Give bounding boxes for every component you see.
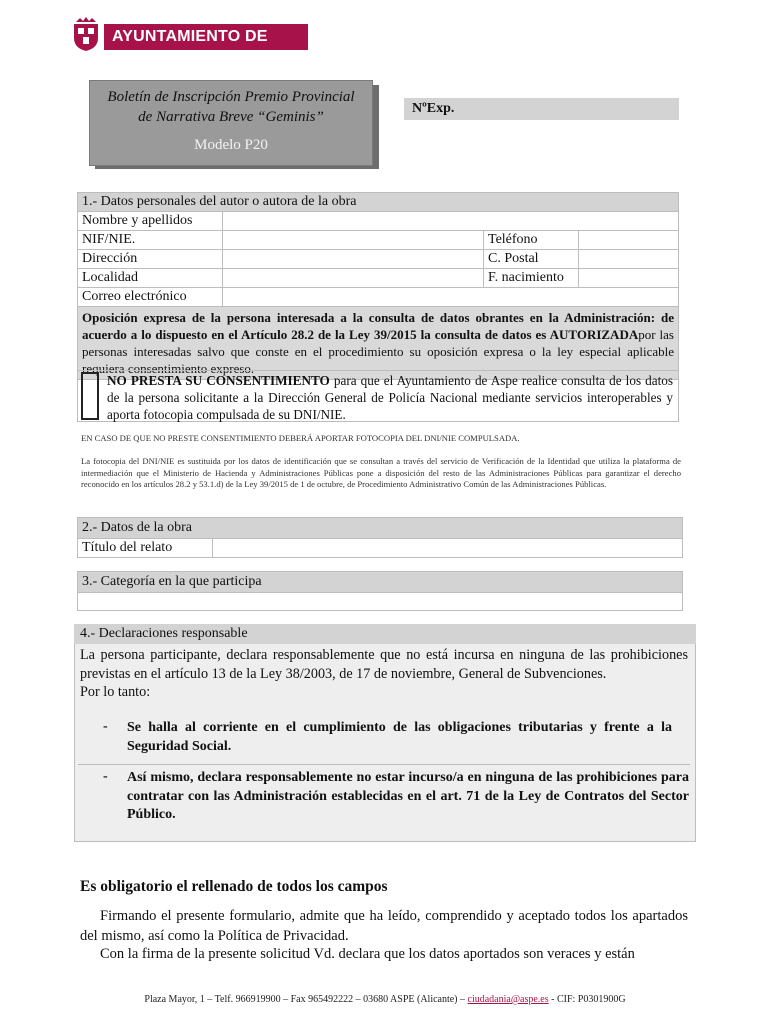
declaration-bullet-1: Se halla al corriente en el cumplimiento de las obligaciones tributarias y frente a la Seguridad Social. bbox=[127, 720, 672, 754]
bullet-dash: - bbox=[103, 719, 108, 734]
section1-title: 1.- Datos personales del autor o autora de la obra bbox=[78, 193, 679, 212]
postal-label: C. Postal bbox=[484, 250, 579, 269]
opposition-text: por las personas interesadas salvo que conste en el procedimiento su oposición expresa o la ley especial aplicable requiera consentimiento expreso. bbox=[82, 327, 674, 376]
work-data-table bbox=[77, 517, 683, 558]
personal-data-table bbox=[77, 192, 679, 380]
file-number-field[interactable]: NºExp. bbox=[404, 98, 679, 120]
form-title-line1: Boletín de Inscripción Premio Provincial bbox=[107, 89, 355, 105]
organization-banner: AYUNTAMIENTO DE ASPE bbox=[104, 24, 308, 50]
city-input[interactable] bbox=[223, 269, 484, 288]
opposition-notice bbox=[78, 307, 679, 380]
opposition-bold: Oposición expresa de la persona interesada a la consulta de datos obrantes en la Administración: de acuerdo a lo dispuesto en el Artículo 28.2 de la Ley 39/2015 la consulta de datos es AUTORIZADA bbox=[82, 310, 674, 342]
name-input[interactable] bbox=[223, 212, 679, 231]
section3-title: 3.- Categoría en la que participa bbox=[78, 572, 683, 593]
story-title-input[interactable] bbox=[213, 539, 683, 558]
signature-statement-2: Con la firma de la presente solicitud Vd. declara que los datos aportados son veraces y están bbox=[100, 946, 635, 962]
consent-rest: para que el Ayuntamiento de Aspe realice consulta de los datos de la persona solicitante a la Dirección General de Policía Nacional mediante servicios interoperables y aporta fotocopia compulsada de su DNI/NIE. bbox=[107, 373, 673, 422]
dni-legal-notice: La fotocopia del DNI/NIE es sustituida por los datos de identificación que se consultan a través del servicio de Verificación de la Identidad que utiliza la plataforma de intermediación que el Ministerio de Hacienda y Administraciones Públicas pone a disposición del resto de las Administraciones Públicas para garantizar el derecho reconocido en los artículos 28.2 y 53.1.d) de la Ley 39/2015 de 1 de octubre, de Procedimiento Administrativo Común de las Administraciones Públicas. bbox=[81, 456, 681, 489]
category-table bbox=[77, 571, 683, 611]
form-title-line2: de Narrativa Breve “Geminis” bbox=[138, 109, 324, 125]
section4-title: 4.- Declaraciones responsable bbox=[74, 624, 696, 644]
birth-label: F. nacimiento bbox=[484, 269, 579, 288]
declaration-text bbox=[80, 646, 688, 702]
email-label: Correo electrónico bbox=[78, 288, 223, 307]
nif-input[interactable] bbox=[223, 231, 484, 250]
address-label: Dirección bbox=[78, 250, 223, 269]
page-footer bbox=[0, 994, 770, 1005]
footer-address: Plaza Mayor, 1 – Telf. 966919900 – Fax 965492222 – 03680 ASPE (Alicante) – bbox=[144, 994, 468, 1005]
declaration-bullet-2: Así mismo, declara responsablemente no estar incurso/a en ninguna de las prohibiciones para contratar con las Administración establecidas en el art. 71 de la Ley de Contratos del Sector Público. bbox=[127, 770, 689, 822]
footer-email-link[interactable]: ciudadania@aspe.es bbox=[467, 994, 549, 1005]
postal-input[interactable] bbox=[579, 250, 679, 269]
consent-bold: NO PRESTA SU CONSENTIMIENTO bbox=[107, 373, 330, 388]
name-label: Nombre y apellidos bbox=[78, 212, 223, 231]
bullet-dash: - bbox=[103, 769, 108, 784]
city-label: Localidad bbox=[78, 269, 223, 288]
address-input[interactable] bbox=[223, 250, 484, 269]
phone-label: Teléfono bbox=[484, 231, 579, 250]
form-title-box bbox=[89, 80, 373, 166]
dni-notice: EN CASO DE QUE NO PRESTE CONSENTIMIENTO DEBERÁ APORTAR FOTOCOPIA DEL DNI/NIE COMPULSADA. bbox=[81, 433, 520, 443]
signature-statement-1: Firmando el presente formulario, admite que ha leído, comprendido y aceptado todos los apartados del mismo, así como la Política de Privacidad. bbox=[80, 908, 688, 944]
consent-checkbox[interactable] bbox=[81, 372, 99, 420]
story-title-label: Título del relato bbox=[78, 539, 213, 558]
declaration-body: La persona participante, declara responsablemente que no está incursa en ninguna de las prohibiciones previstas en el artículo 13 de la Ley 38/2003, de 17 de noviembre, General de Subvenciones. bbox=[80, 647, 688, 682]
category-input[interactable] bbox=[78, 593, 683, 611]
nif-label: NIF/NIE. bbox=[78, 231, 223, 250]
separator-line bbox=[78, 764, 690, 765]
consent-text bbox=[107, 372, 673, 423]
birth-input[interactable] bbox=[579, 269, 679, 288]
form-model-label: Modelo P20 bbox=[194, 137, 268, 153]
declaration-therefore: Por lo tanto: bbox=[80, 684, 151, 700]
phone-input[interactable] bbox=[579, 231, 679, 250]
coat-of-arms-icon bbox=[72, 16, 100, 52]
email-input[interactable] bbox=[223, 288, 679, 307]
mandatory-notice: Es obligatorio el rellenado de todos los campos bbox=[80, 878, 388, 895]
footer-cif: - CIF: P0301900G bbox=[548, 994, 626, 1005]
section2-title: 2.- Datos de la obra bbox=[78, 518, 683, 539]
